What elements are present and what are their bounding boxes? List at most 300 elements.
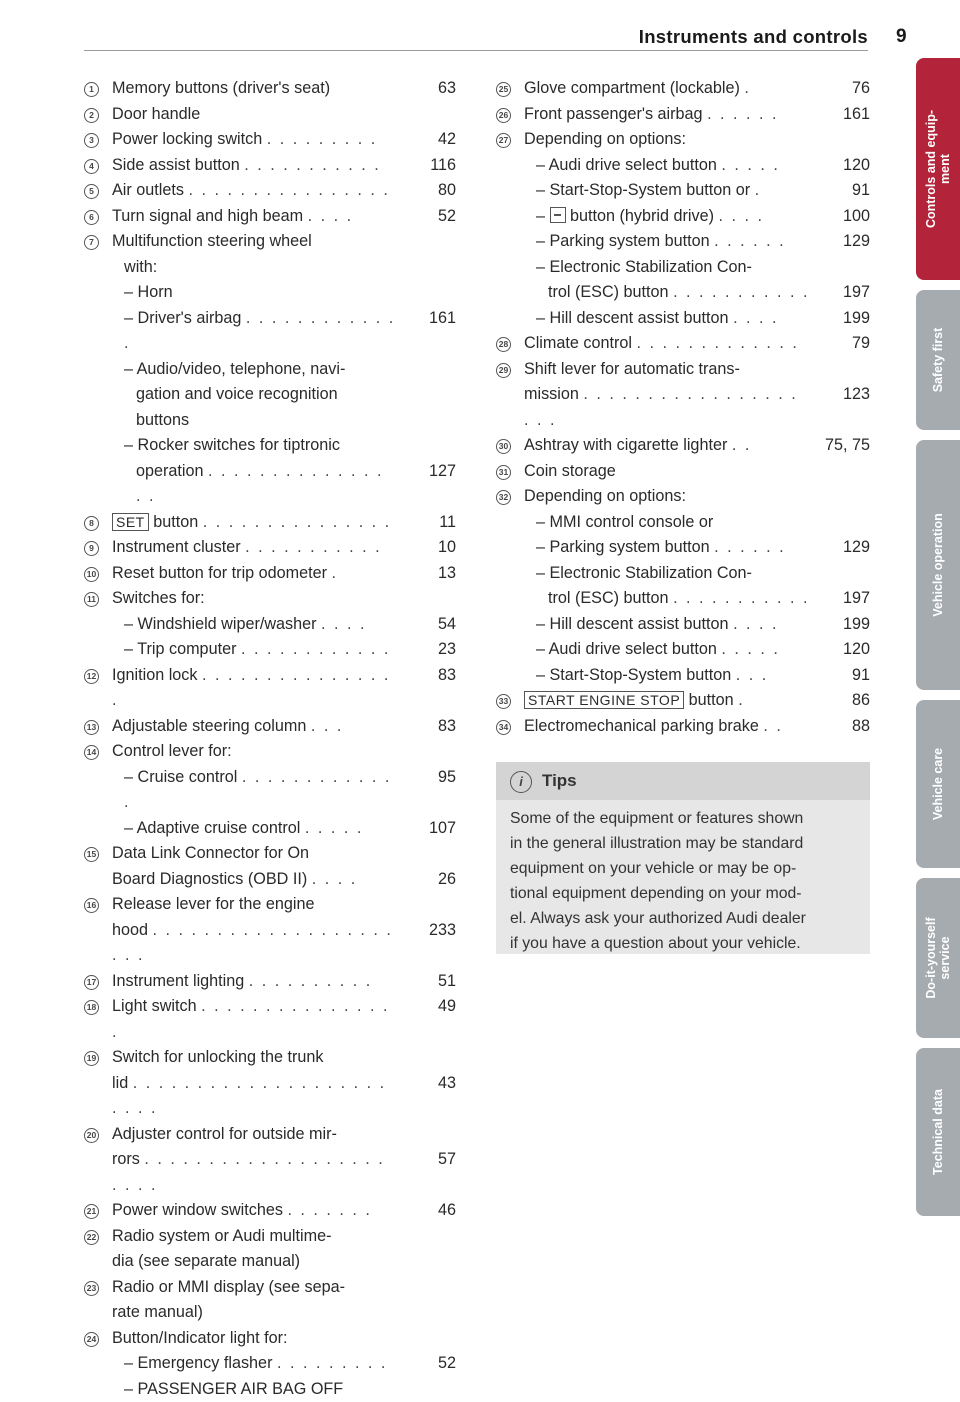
item-page-ref[interactable]: 129 [810, 229, 870, 255]
item-page-ref[interactable]: 91 [810, 178, 870, 204]
item-number [84, 612, 112, 634]
item-text: Release lever for the engine [112, 895, 314, 913]
leader-dots: . [744, 79, 751, 97]
item-number [84, 229, 112, 251]
item-number-circle: 29 [496, 363, 511, 378]
item-label [112, 153, 396, 179]
item-number [496, 612, 524, 634]
chapter-tab[interactable] [916, 878, 960, 1038]
item-number-circle: 3 [84, 133, 99, 148]
item-number [84, 586, 112, 608]
item-number [496, 561, 524, 583]
list-item [496, 280, 870, 306]
list-item [84, 102, 456, 128]
item-text: Power window switches [112, 1201, 283, 1219]
item-page-ref[interactable]: 161 [396, 306, 456, 332]
list-item [84, 1326, 456, 1352]
item-number-circle: 20 [84, 1128, 99, 1143]
item-number [84, 663, 112, 685]
item-text: Air outlets [112, 181, 184, 199]
item-page-ref[interactable]: 26 [396, 867, 456, 893]
item-label [524, 102, 810, 128]
leader-dots: . . . . . . . . . . [249, 972, 372, 990]
item-label [112, 969, 396, 995]
item-text: Shift lever for automatic trans- [524, 360, 740, 378]
item-number [496, 459, 524, 481]
leader-dots: . . . . . . . . . . . . . [124, 309, 395, 353]
item-text: Door handle [112, 105, 200, 123]
item-page-ref[interactable]: 127 [396, 459, 456, 485]
chapter-tab-label [924, 110, 952, 228]
list-item [84, 1351, 456, 1377]
key-label: SET [112, 513, 149, 531]
item-number-circle: 21 [84, 1204, 99, 1219]
item-page-ref[interactable]: 80 [396, 178, 456, 204]
list-item [84, 1224, 456, 1250]
item-number [496, 688, 524, 710]
leader-dots: . . . . [308, 207, 353, 225]
item-text: – Trip computer [124, 640, 236, 658]
chapter-tab[interactable] [916, 700, 960, 868]
item-text: Coin storage [524, 462, 616, 480]
item-text: Reset button for trip odometer [112, 564, 327, 582]
item-number-circle: 13 [84, 720, 99, 735]
list-item [496, 331, 870, 357]
item-label [112, 1351, 396, 1377]
item-number [496, 382, 524, 404]
item-number [84, 306, 112, 328]
item-text: – Hill descent assist button [536, 615, 729, 633]
list-item [496, 178, 870, 204]
item-number-circle: 32 [496, 490, 511, 505]
list-item [496, 382, 870, 433]
item-number-circle: 16 [84, 898, 99, 913]
item-label [524, 255, 810, 281]
item-number-circle: 34 [496, 720, 511, 735]
item-label [112, 102, 396, 128]
item-page-ref[interactable]: 86 [810, 688, 870, 714]
item-text: – Audi drive select button [536, 156, 717, 174]
item-page-ref[interactable]: 51 [396, 969, 456, 995]
chapter-tab-line: service [938, 917, 952, 998]
list-item [84, 510, 456, 536]
item-label [112, 612, 396, 638]
item-number [84, 1071, 112, 1093]
item-label [112, 1122, 396, 1148]
item-number [84, 102, 112, 124]
list-item [496, 153, 870, 179]
item-label [112, 918, 396, 969]
item-text: – Adaptive cruise control [124, 819, 300, 837]
item-page-ref[interactable]: 120 [810, 153, 870, 179]
item-text: Power locking switch [112, 130, 262, 148]
leader-dots: . . . . . . . . . . . [244, 156, 380, 174]
item-label [112, 714, 396, 740]
list-item [84, 714, 456, 740]
item-label [524, 127, 810, 153]
list-item [496, 561, 870, 587]
chapter-tab-line: Vehicle operation [931, 513, 945, 617]
list-item [84, 153, 456, 179]
chapter-tab[interactable] [916, 1048, 960, 1216]
tips-line: Some of the equipment or features shown [510, 806, 860, 831]
item-page-ref[interactable]: 43 [396, 1071, 456, 1097]
item-page-ref[interactable]: 63 [396, 76, 456, 102]
item-text: Light switch [112, 997, 197, 1015]
list-item [84, 1147, 456, 1198]
item-text: – Cruise control [124, 768, 237, 786]
item-number-circle: 22 [84, 1230, 99, 1245]
item-text: Memory buttons (driver's seat) [112, 79, 330, 97]
item-text: Radio system or Audi multime- [112, 1227, 332, 1245]
leader-dots: . . [763, 717, 783, 735]
list-item [84, 1377, 456, 1402]
list-item [84, 994, 456, 1045]
leader-dots: . . . . . . . . . . . . . . . [203, 513, 391, 531]
item-number [84, 867, 112, 889]
item-page-ref[interactable]: 116 [396, 153, 456, 179]
item-number-circle: 31 [496, 465, 511, 480]
item-text: Front passenger's airbag [524, 105, 703, 123]
item-page-ref[interactable]: 75, 75 [810, 433, 870, 459]
item-label [524, 484, 810, 510]
item-text: hood [112, 921, 148, 939]
item-label [112, 994, 396, 1045]
item-number [84, 433, 112, 455]
item-text: – PASSENGER AIR BAG OFF [124, 1380, 343, 1398]
item-number [84, 255, 112, 277]
header-divider [84, 50, 868, 51]
item-number [84, 178, 112, 200]
item-label [112, 510, 396, 536]
list-item [84, 1045, 456, 1071]
item-text: Depending on options: [524, 130, 686, 148]
item-text: button (hybrid drive) [570, 207, 714, 225]
leader-dots: . . . [736, 666, 769, 684]
item-page-ref[interactable]: 52 [396, 1351, 456, 1377]
item-text: Electromechanical parking brake [524, 717, 759, 735]
item-number [496, 637, 524, 659]
item-number [84, 535, 112, 557]
list-item [84, 1122, 456, 1148]
item-number [84, 1275, 112, 1297]
item-label [524, 178, 810, 204]
item-number [496, 102, 524, 124]
item-page-ref[interactable]: 199 [810, 612, 870, 638]
leader-dots: . . . . . . . . . . . [673, 283, 809, 301]
leader-dots: . . . . . . . . . . . . . [124, 768, 391, 812]
list-item [84, 1249, 456, 1275]
item-label [524, 714, 810, 740]
leader-dots: . . . . . [721, 640, 779, 658]
leader-dots: . . . . [733, 615, 778, 633]
item-text: dia (see separate manual) [112, 1252, 300, 1270]
item-text: Switches for: [112, 589, 205, 607]
item-number-circle: 15 [84, 847, 99, 862]
item-label [524, 433, 810, 459]
tips-title: Tips [542, 771, 577, 791]
item-number [84, 1122, 112, 1144]
item-text: – Audi drive select button [536, 640, 717, 658]
list-item [84, 229, 456, 255]
item-label [524, 357, 810, 383]
item-page-ref[interactable]: 49 [396, 994, 456, 1020]
item-number [496, 331, 524, 353]
item-text: rors [112, 1150, 140, 1168]
item-page-ref[interactable]: 83 [396, 663, 456, 689]
item-number [84, 1198, 112, 1220]
item-page-ref[interactable]: 57 [396, 1147, 456, 1173]
item-number [496, 586, 524, 608]
leader-dots: . . . . . . [714, 538, 785, 556]
item-label [524, 637, 810, 663]
list-item [496, 714, 870, 740]
list-item [84, 76, 456, 102]
item-page-ref[interactable]: 197 [810, 586, 870, 612]
item-label [112, 433, 396, 459]
chapter-tab-label [931, 1089, 945, 1175]
item-number [84, 994, 112, 1016]
item-number [84, 816, 112, 838]
tips-line: tional equipment depending on your mod- [510, 881, 860, 906]
list-item [84, 357, 456, 383]
list-item [84, 382, 456, 408]
section-title: Instruments and controls [639, 26, 868, 48]
item-label [112, 1198, 396, 1224]
list-item [84, 867, 456, 893]
item-page-ref[interactable]: 129 [810, 535, 870, 561]
tips-body [510, 806, 860, 956]
item-page-ref[interactable]: 79 [810, 331, 870, 357]
list-item [84, 816, 456, 842]
item-page-ref[interactable]: 95 [396, 765, 456, 791]
item-number-circle: 8 [84, 516, 99, 531]
item-text: Multifunction steering wheel [112, 232, 312, 250]
item-page-ref[interactable]: 13 [396, 561, 456, 587]
item-page-ref[interactable]: 54 [396, 612, 456, 638]
item-number-circle: 14 [84, 745, 99, 760]
item-number [496, 510, 524, 532]
leader-dots: . . . . [733, 309, 778, 327]
item-number-circle: 26 [496, 108, 511, 123]
item-number-circle: 33 [496, 694, 511, 709]
list-item [84, 1300, 456, 1326]
item-page-ref[interactable]: 91 [810, 663, 870, 689]
item-page-ref[interactable]: 52 [396, 204, 456, 230]
item-number [496, 153, 524, 175]
item-page-ref[interactable]: 123 [810, 382, 870, 408]
leader-dots: . . . . . . . . . . . . [241, 640, 390, 658]
chapter-tab-line: Technical data [931, 1089, 945, 1175]
item-text: Data Link Connector for On [112, 844, 309, 862]
leader-dots: . . . . . . [707, 105, 778, 123]
leader-dots: . . . . [718, 207, 763, 225]
tips-line: if you have a question about your vehicle. [510, 931, 860, 956]
list-item [496, 484, 870, 510]
item-number [84, 1326, 112, 1348]
item-label [112, 867, 396, 893]
leader-dots: . . . . [321, 615, 366, 633]
item-number-circle: 5 [84, 184, 99, 199]
list-item [84, 535, 456, 561]
item-number-circle: 30 [496, 439, 511, 454]
item-number [84, 714, 112, 736]
item-number [84, 1147, 112, 1169]
item-text: Radio or MMI display (see sepa- [112, 1278, 345, 1296]
leader-dots: . . . . . . . . . . . . . . . . [188, 181, 389, 199]
leader-dots: . . . . . . . . . . . . . [636, 334, 798, 352]
item-number [84, 76, 112, 98]
list-item [84, 280, 456, 306]
item-page-ref[interactable]: 83 [396, 714, 456, 740]
item-label [524, 586, 810, 612]
item-label [524, 280, 810, 306]
item-number [496, 484, 524, 506]
item-text: Instrument lighting [112, 972, 244, 990]
chapter-tab[interactable] [916, 58, 960, 280]
list-item [84, 841, 456, 867]
list-item [84, 459, 456, 510]
item-page-ref[interactable]: 88 [810, 714, 870, 740]
leader-dots: . . . . . [721, 156, 779, 174]
list-item [496, 255, 870, 281]
list-item [496, 102, 870, 128]
item-page-ref[interactable]: 120 [810, 637, 870, 663]
item-text: Ashtray with cigarette lighter [524, 436, 727, 454]
item-page-ref[interactable]: 10 [396, 535, 456, 561]
leader-dots: . . . . [312, 870, 357, 888]
item-number [496, 76, 524, 98]
item-text: buttons [136, 411, 189, 429]
chapter-tab-label [931, 513, 945, 617]
hybrid-drive-icon [550, 207, 566, 223]
item-number [84, 1249, 112, 1271]
chapter-tab[interactable] [916, 440, 960, 690]
item-text: Instrument cluster [112, 538, 241, 556]
list-item [84, 765, 456, 816]
item-label [524, 612, 810, 638]
legend-list-right [496, 76, 870, 739]
item-label [112, 739, 396, 765]
item-number [496, 433, 524, 455]
item-label [524, 688, 810, 714]
item-text: – Driver's airbag [124, 309, 241, 327]
item-label [112, 892, 396, 918]
item-text: – Windshield wiper/washer [124, 615, 317, 633]
list-item [84, 306, 456, 357]
list-item [84, 1198, 456, 1224]
item-number [84, 459, 112, 481]
list-item [84, 892, 456, 918]
item-text: Depending on options: [524, 487, 686, 505]
item-number-circle: 19 [84, 1051, 99, 1066]
item-number-circle: 7 [84, 235, 99, 250]
item-label [524, 561, 810, 587]
tips-header [496, 762, 870, 800]
item-label [112, 816, 396, 842]
item-text: – Start-Stop-System button [536, 666, 731, 684]
item-page-ref[interactable]: 46 [396, 1198, 456, 1224]
item-page-ref[interactable]: 42 [396, 127, 456, 153]
item-page-ref[interactable]: 11 [396, 510, 456, 536]
item-number [84, 153, 112, 175]
list-item [84, 204, 456, 230]
list-item [84, 1275, 456, 1301]
item-number [496, 535, 524, 557]
item-page-ref[interactable]: 107 [396, 816, 456, 842]
item-text: Button/Indicator light for: [112, 1329, 287, 1347]
item-label [112, 408, 396, 434]
item-page-ref[interactable]: 76 [810, 76, 870, 102]
item-label [112, 1326, 396, 1352]
item-page-ref[interactable]: 100 [810, 204, 870, 230]
item-label [112, 229, 396, 255]
item-label [112, 1300, 396, 1326]
item-number [84, 918, 112, 940]
item-label [112, 178, 396, 204]
item-label [112, 204, 396, 230]
list-item [496, 76, 870, 102]
leader-dots: . . [732, 436, 752, 454]
item-number [84, 739, 112, 761]
page-header [496, 26, 868, 50]
chapter-tab-line: Safety first [931, 328, 945, 393]
leader-dots: . . . . . . . . . . . . . . . . . . . . . . . [112, 1150, 385, 1194]
item-number [84, 127, 112, 149]
item-number-circle: 9 [84, 541, 99, 556]
item-label [112, 1147, 396, 1198]
item-number [84, 280, 112, 302]
list-item [84, 739, 456, 765]
item-label [524, 535, 810, 561]
leader-dots: . . . . . . . . . . . . . . . . [112, 666, 390, 710]
list-item [84, 1071, 456, 1122]
item-page-ref[interactable]: 197 [810, 280, 870, 306]
item-number [84, 204, 112, 226]
item-number-circle: 10 [84, 567, 99, 582]
item-number [84, 510, 112, 532]
item-number [84, 1300, 112, 1322]
list-item [84, 408, 456, 434]
leader-dots: . . . . . . . . . . . [245, 538, 381, 556]
item-number-circle: 1 [84, 82, 99, 97]
chapter-tab-line: ment [938, 110, 952, 228]
list-item [496, 357, 870, 383]
item-number [84, 637, 112, 659]
item-number-circle: 11 [84, 592, 99, 607]
item-number-circle: 17 [84, 975, 99, 990]
item-text: button [153, 513, 198, 531]
item-page-ref[interactable]: 161 [810, 102, 870, 128]
list-item [84, 127, 456, 153]
item-page-ref[interactable]: 23 [396, 637, 456, 663]
item-text: – MMI control console or [536, 513, 713, 531]
item-label [524, 76, 810, 102]
item-number [496, 714, 524, 736]
item-text: trol (ESC) button [548, 589, 669, 607]
item-page-ref[interactable]: 199 [810, 306, 870, 332]
leader-dots: . . . . . . . . . [267, 130, 377, 148]
item-text: – Horn [124, 283, 173, 301]
leader-dots: . . . . . [305, 819, 363, 837]
item-prefix: – [536, 207, 550, 225]
chapter-tab[interactable] [916, 290, 960, 430]
item-page-ref[interactable]: 233 [396, 918, 456, 944]
leader-dots: . . . . . . [714, 232, 785, 250]
item-label [112, 459, 396, 510]
list-item [496, 688, 870, 714]
item-text: Climate control [524, 334, 632, 352]
